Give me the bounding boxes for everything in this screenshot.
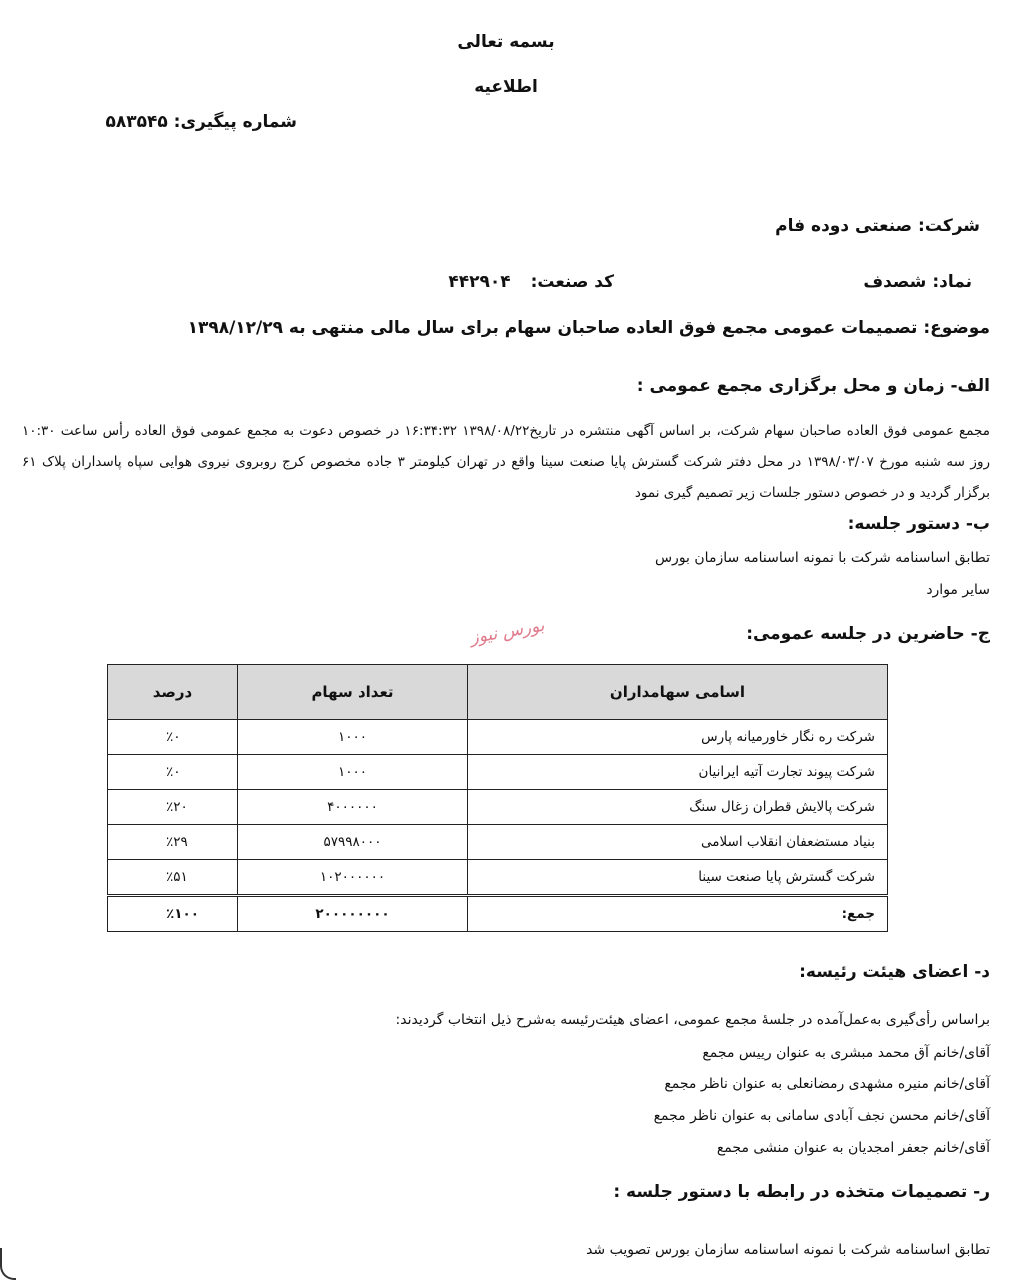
tracking-label: شماره پیگیری: bbox=[173, 112, 297, 132]
section-d-heading: د- اعضای هیئت رئیسه: bbox=[799, 962, 990, 982]
shareholder-name: شرکت پیوند تجارت آتیه ایرانیان bbox=[468, 755, 888, 790]
table-row bbox=[108, 790, 888, 825]
total-percent: ٪۱۰۰ bbox=[108, 896, 238, 932]
board-member: آقای/خانم جعفر امجدیان به عنوان منشی مجمع bbox=[716, 1140, 990, 1156]
agenda-item: تطابق اساسنامه شرکت با نمونه اساسنامه سازمان بورس bbox=[654, 550, 990, 566]
board-intro: براساس رأی‌گیری به‌عمل‌آمده در جلسهٔ مجمع عمومی، اعضای هیئت‌رئیسه به‌شرح ذیل انتخاب گردیدند: bbox=[395, 1012, 990, 1028]
document-title: اطلاعیه bbox=[474, 77, 538, 97]
agenda-item: سایر موارد bbox=[926, 582, 990, 598]
watermark-logo: بورس نیوز bbox=[468, 615, 546, 649]
shareholders-table bbox=[107, 664, 888, 932]
section-a-heading: الف- زمان و محل برگزاری مجمع عمومی : bbox=[636, 376, 990, 396]
share-count: ۵۷۹۹۸۰۰۰ bbox=[238, 825, 468, 860]
section-a-body: مجمع عمومی فوق العاده صاحبان سهام شرکت، بر اساس آگهی منتشره در تاریخ۱۳۹۸/۰۸/۲۲ ۱۶:۳۴:۳۲ در خصوص دعوت به مجمع عمومی فوق العاده رأس ساعت ۱۰:۳۰ روز سه شنبه مورخ ۱۳۹۸/۰۳/۰۷ در محل دفتر شرکت گسترش پایا صنعت سینا واقع در تهران کیلومتر ۳ جاده مخصوص کرج روبروی نیروی هوایی سپاه پاسداران پلاک ۶۱ برگزار گردید و در خصوص دستور جلسات زیر تصمیم گیری نمود bbox=[22, 423, 990, 501]
total-share-count: ۲۰۰۰۰۰۰۰۰ bbox=[238, 896, 468, 932]
industry-code-label: کد صنعت: bbox=[530, 272, 614, 292]
industry-code: ۴۴۲۹۰۴ bbox=[448, 272, 511, 292]
shareholder-name: شرکت پالایش قطران زغال سنگ bbox=[468, 790, 888, 825]
basmala: بسمه تعالی bbox=[457, 32, 555, 52]
section-r-heading: ر- تصمیمات متخذه در رابطه با دستور جلسه : bbox=[613, 1182, 990, 1202]
share-percent: ٪۲۰ bbox=[108, 790, 238, 825]
board-member: آقای/خانم آق محمد مبشری به عنوان رییس مجمع bbox=[702, 1045, 990, 1061]
shareholder-name: شرکت ره نگار خاورمیانه پارس bbox=[468, 720, 888, 755]
page-frame-corner bbox=[0, 1248, 16, 1280]
industry-code-row bbox=[448, 272, 614, 292]
table-row bbox=[108, 720, 888, 755]
subject-line: موضوع: تصمیمات عمومی مجمع فوق العاده صاحبان سهام برای سال مالی منتهی به ۱۳۹۸/۱۲/۲۹ bbox=[187, 318, 990, 338]
table-row bbox=[108, 755, 888, 790]
table-row bbox=[108, 825, 888, 860]
total-label: جمع: bbox=[468, 896, 888, 932]
share-count: ۱۰۰۰ bbox=[238, 755, 468, 790]
share-percent: ٪۵۱ bbox=[108, 860, 238, 896]
shareholder-name: شرکت گسترش پایا صنعت سینا bbox=[468, 860, 888, 896]
decision-text: تطابق اساسنامه شرکت با نمونه اساسنامه سازمان بورس تصویب شد bbox=[586, 1242, 990, 1258]
company-symbol: نماد: شصدف bbox=[863, 272, 972, 292]
board-member: آقای/خانم منیره مشهدی رمضانعلی به عنوان ناظر مجمع bbox=[664, 1076, 990, 1092]
table-total-row bbox=[108, 896, 888, 932]
share-count: ۱۰۲۰۰۰۰۰۰ bbox=[238, 860, 468, 896]
table-row bbox=[108, 860, 888, 896]
share-percent: ٪۰ bbox=[108, 755, 238, 790]
shareholder-name: بنیاد مستضعفان انقلاب اسلامی bbox=[468, 825, 888, 860]
column-header-share-count: تعداد سهام bbox=[238, 665, 468, 720]
share-percent: ٪۲۹ bbox=[108, 825, 238, 860]
table-header-row bbox=[108, 665, 888, 720]
column-header-shareholders: اسامی سهامداران bbox=[468, 665, 888, 720]
share-count: ۴۰۰۰۰۰۰ bbox=[238, 790, 468, 825]
tracking-number: ۵۸۳۵۴۵ bbox=[105, 112, 168, 132]
section-c-heading: ج- حاضرین در جلسه عمومی: bbox=[746, 624, 990, 644]
share-count: ۱۰۰۰ bbox=[238, 720, 468, 755]
column-header-percent: درصد bbox=[108, 665, 238, 720]
board-member: آقای/خانم محسن نجف آبادی سامانی به عنوان ناظر مجمع bbox=[653, 1108, 990, 1124]
section-b-heading: ب- دستور جلسه: bbox=[847, 514, 990, 534]
share-percent: ٪۰ bbox=[108, 720, 238, 755]
tracking-number-row bbox=[105, 112, 297, 132]
company-name: شرکت: صنعتی دوده فام bbox=[775, 216, 980, 236]
